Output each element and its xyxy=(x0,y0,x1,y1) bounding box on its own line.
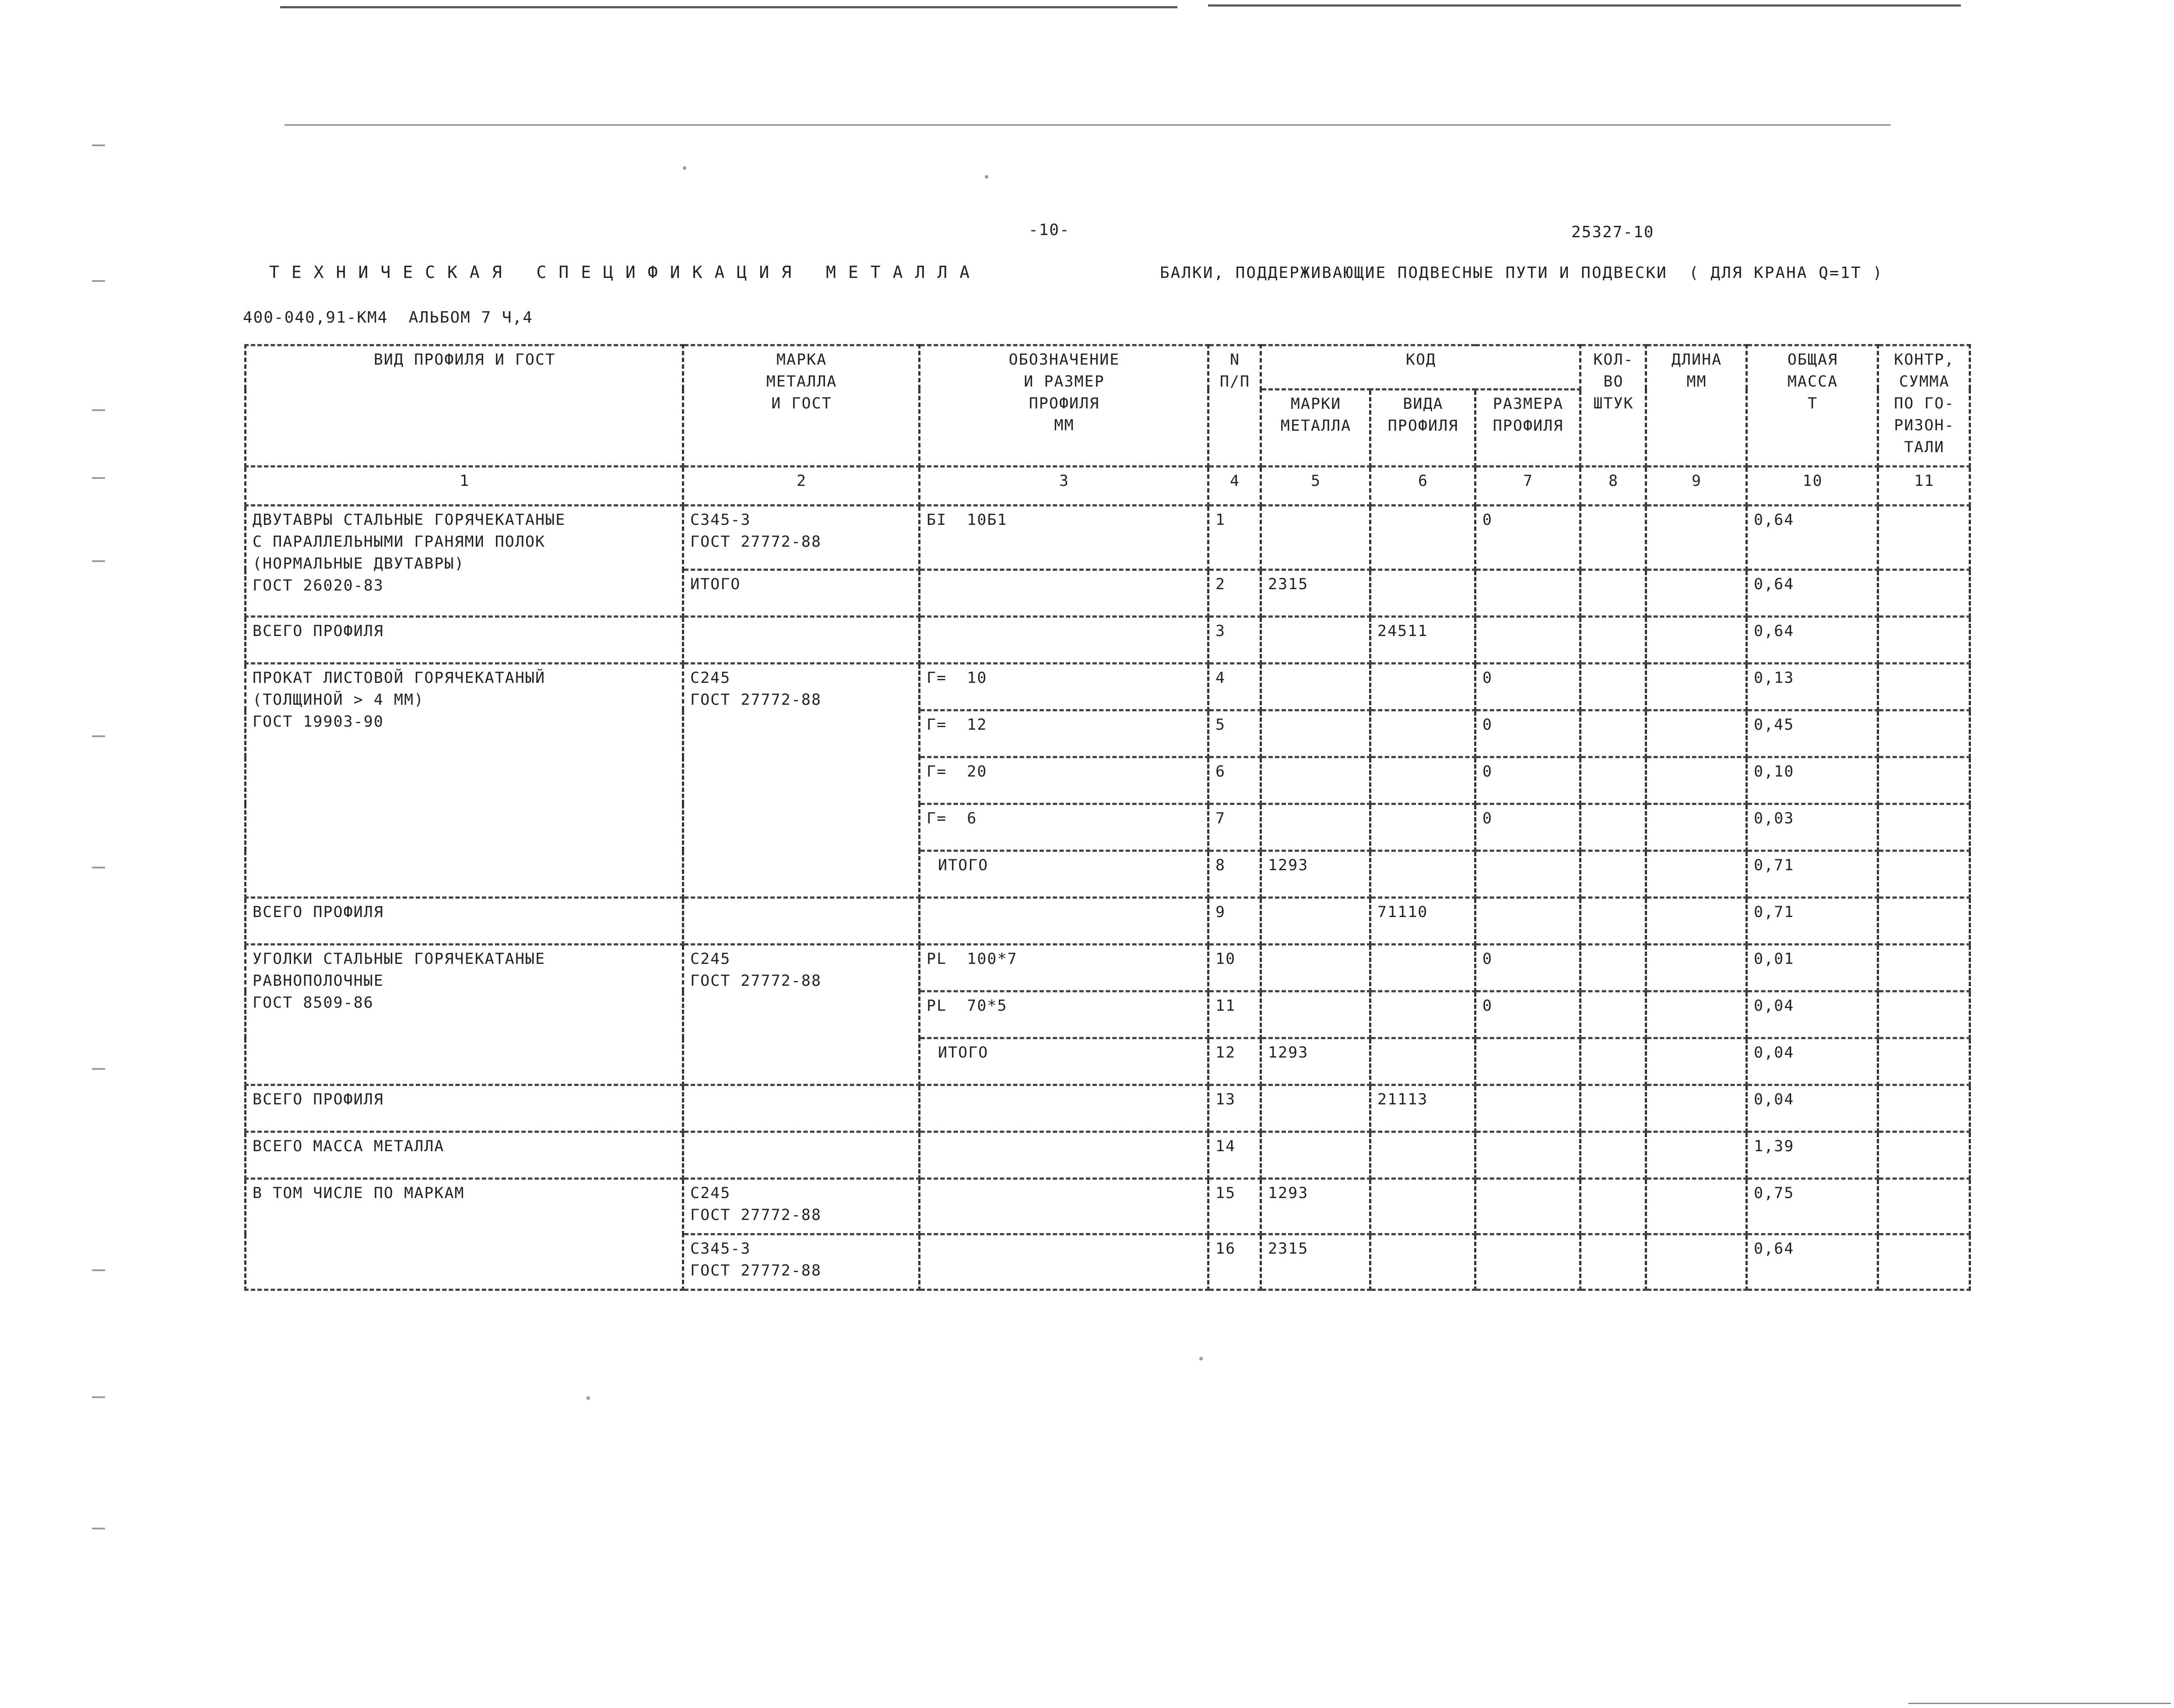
code-grade-cell xyxy=(1261,991,1370,1038)
code-type-cell xyxy=(1370,1179,1475,1234)
mass-cell: 0,13 xyxy=(1747,664,1878,710)
code-type-cell xyxy=(1370,804,1475,851)
row-number-cell: 6 xyxy=(1208,757,1261,804)
margin-mark xyxy=(92,1269,105,1271)
quantity-cell xyxy=(1580,506,1646,570)
row-number-cell: 7 xyxy=(1208,804,1261,851)
profile-type-cell: УГОЛКИ СТАЛЬНЫЕ ГОРЯЧЕКАТАНЫЕ РАВНОПОЛОЧНЫЕ ГОСТ 8509-86 xyxy=(246,945,683,1085)
control-sum-cell xyxy=(1878,898,1970,945)
control-sum-cell xyxy=(1878,506,1970,570)
profile-size-cell xyxy=(920,1234,1208,1290)
profile-type-cell: ДВУТАВРЫ СТАЛЬНЫЕ ГОРЯЧЕКАТАНЫЕ С ПАРАЛЛЕЛЬНЫМИ ГРАНЯМИ ПОЛОК (НОРМАЛЬНЫЕ ДВУТАВРЫ) ГОСТ 26020-83 xyxy=(246,506,683,617)
control-sum-cell xyxy=(1878,617,1970,664)
header-profile-type: ВИД ПРОФИЛЯ И ГОСТ xyxy=(246,345,683,467)
column-number: 9 xyxy=(1646,467,1747,506)
code-size-cell xyxy=(1475,1085,1580,1132)
header-quantity: КОЛ- ВО ШТУК xyxy=(1580,345,1646,467)
mass-cell: 0,03 xyxy=(1747,804,1878,851)
code-type-cell xyxy=(1370,570,1475,617)
profile-size-cell xyxy=(920,570,1208,617)
quantity-cell xyxy=(1580,991,1646,1038)
row-number-cell: 3 xyxy=(1208,617,1261,664)
code-type-cell: 24511 xyxy=(1370,617,1475,664)
profile-type-cell: ПРОКАТ ЛИСТОВОЙ ГОРЯЧЕКАТАНЫЙ (ТОЛЩИНОЙ > 4 ММ) ГОСТ 19903-90 xyxy=(246,664,683,898)
header-metal-grade: МАРКА МЕТАЛЛА И ГОСТ xyxy=(683,345,920,467)
length-cell xyxy=(1646,570,1747,617)
profile-size-cell: БI 10Б1 xyxy=(920,506,1208,570)
quantity-cell xyxy=(1580,898,1646,945)
margin-mark xyxy=(92,867,105,868)
column-number: 4 xyxy=(1208,467,1261,506)
quantity-cell xyxy=(1580,1085,1646,1132)
profile-size-cell xyxy=(920,1179,1208,1234)
quantity-cell xyxy=(1580,1038,1646,1085)
header-length: ДЛИНА ММ xyxy=(1646,345,1747,467)
code-type-cell xyxy=(1370,1038,1475,1085)
length-cell xyxy=(1646,945,1747,991)
metal-grade-cell xyxy=(683,617,920,664)
control-sum-cell xyxy=(1878,1179,1970,1234)
mass-cell: 0,75 xyxy=(1747,1179,1878,1234)
code-type-cell: 71110 xyxy=(1370,898,1475,945)
margin-mark xyxy=(92,560,105,562)
album-reference: 400-040,91-КМ4 АЛЬБОМ 7 Ч,4 xyxy=(243,309,533,327)
profile-total-label: ВСЕГО ПРОФИЛЯ xyxy=(246,1085,683,1132)
length-cell xyxy=(1646,1179,1747,1234)
length-cell xyxy=(1646,506,1747,570)
column-number: 7 xyxy=(1475,467,1580,506)
code-grade-cell xyxy=(1261,757,1370,804)
mass-cell: 0,71 xyxy=(1747,898,1878,945)
margin-mark xyxy=(92,409,105,411)
column-number: 11 xyxy=(1878,467,1970,506)
column-number: 6 xyxy=(1370,467,1475,506)
metal-grade-cell: С345-3 ГОСТ 27772-88 xyxy=(683,1234,920,1290)
quantity-cell xyxy=(1580,617,1646,664)
top-scan-rule-right xyxy=(1208,4,1961,7)
control-sum-cell xyxy=(1878,804,1970,851)
code-grade-cell xyxy=(1261,710,1370,757)
code-size-cell: 0 xyxy=(1475,664,1580,710)
margin-mark xyxy=(92,1528,105,1529)
mass-cell: 0,45 xyxy=(1747,710,1878,757)
control-sum-cell xyxy=(1878,570,1970,617)
table-row-grand-total xyxy=(246,1132,1970,1179)
code-grade-cell: 1293 xyxy=(1261,851,1370,898)
control-sum-cell xyxy=(1878,664,1970,710)
length-cell xyxy=(1646,1038,1747,1085)
code-size-cell: 0 xyxy=(1475,804,1580,851)
metal-grade-cell: С345-3 ГОСТ 27772-88 xyxy=(683,506,920,570)
bottom-corner-rule xyxy=(1908,1703,2171,1704)
subtotal-label: ИТОГО xyxy=(683,570,920,617)
profile-size-cell: PL 70*5 xyxy=(920,991,1208,1038)
table-row-total xyxy=(246,1085,1970,1132)
header-profile-size: ОБОЗНАЧЕНИЕ И РАЗМЕР ПРОФИЛЯ ММ xyxy=(920,345,1208,467)
code-grade-cell: 1293 xyxy=(1261,1038,1370,1085)
scan-speck xyxy=(587,1396,590,1400)
spec-title: ТЕХНИЧЕСКАЯ СПЕЦИФИКАЦИЯ МЕТАЛЛА xyxy=(269,263,982,282)
metal-grade-cell: С245 ГОСТ 27772-88 xyxy=(683,664,920,898)
margin-mark xyxy=(92,144,105,146)
profile-size-cell: Г= 12 xyxy=(920,710,1208,757)
profile-size-cell xyxy=(920,1085,1208,1132)
table-row xyxy=(246,664,1970,710)
control-sum-cell xyxy=(1878,945,1970,991)
mass-cell: 0,64 xyxy=(1747,570,1878,617)
length-cell xyxy=(1646,1234,1747,1290)
header-code-group: КОД xyxy=(1261,345,1580,390)
code-size-cell xyxy=(1475,1038,1580,1085)
control-sum-cell xyxy=(1878,1234,1970,1290)
profile-size-cell xyxy=(920,898,1208,945)
mass-cell: 0,04 xyxy=(1747,1085,1878,1132)
subtotal-label: ИТОГО xyxy=(920,851,1208,898)
margin-mark xyxy=(92,1396,105,1398)
table-row xyxy=(246,506,1970,570)
code-type-cell xyxy=(1370,1132,1475,1179)
table-row-total xyxy=(246,617,1970,664)
header-row-number: N П/П xyxy=(1208,345,1261,467)
row-number-cell: 16 xyxy=(1208,1234,1261,1290)
length-cell xyxy=(1646,991,1747,1038)
spec-subject: БАЛКИ, ПОДДЕРЖИВАЮЩИЕ ПОДВЕСНЫЕ ПУТИ И ПОДВЕСКИ ( ДЛЯ КРАНА Q=1Т ) xyxy=(1160,264,1884,282)
code-size-cell: 0 xyxy=(1475,506,1580,570)
code-size-cell xyxy=(1475,570,1580,617)
length-cell xyxy=(1646,664,1747,710)
table-row-by-grade xyxy=(246,1179,1970,1234)
profile-size-cell: Г= 6 xyxy=(920,804,1208,851)
quantity-cell xyxy=(1580,664,1646,710)
code-grade-cell: 1293 xyxy=(1261,1179,1370,1234)
quantity-cell xyxy=(1580,945,1646,991)
row-number-cell: 10 xyxy=(1208,945,1261,991)
code-type-cell xyxy=(1370,664,1475,710)
metal-grade-cell xyxy=(683,1132,920,1179)
scan-speck xyxy=(985,175,988,179)
row-number-cell: 14 xyxy=(1208,1132,1261,1179)
profile-total-label: ВСЕГО ПРОФИЛЯ xyxy=(246,898,683,945)
profile-size-cell: PL 100*7 xyxy=(920,945,1208,991)
code-type-cell xyxy=(1370,991,1475,1038)
length-cell xyxy=(1646,898,1747,945)
metal-grade-cell: С245 ГОСТ 27772-88 xyxy=(683,1179,920,1234)
row-number-cell: 13 xyxy=(1208,1085,1261,1132)
row-number-cell: 5 xyxy=(1208,710,1261,757)
code-size-cell xyxy=(1475,1234,1580,1290)
code-type-cell xyxy=(1370,757,1475,804)
control-sum-cell xyxy=(1878,851,1970,898)
code-type-cell xyxy=(1370,1234,1475,1290)
code-size-cell xyxy=(1475,898,1580,945)
code-size-cell: 0 xyxy=(1475,991,1580,1038)
mass-cell: 0,64 xyxy=(1747,1234,1878,1290)
control-sum-cell xyxy=(1878,991,1970,1038)
upper-scan-rule xyxy=(284,124,1891,126)
code-type-cell xyxy=(1370,851,1475,898)
code-type-cell xyxy=(1370,506,1475,570)
code-grade-cell xyxy=(1261,945,1370,991)
grand-total-label: ВСЕГО МАССА МЕТАЛЛА xyxy=(246,1132,683,1179)
mass-cell: 0,10 xyxy=(1747,757,1878,804)
control-sum-cell xyxy=(1878,710,1970,757)
quantity-cell xyxy=(1580,804,1646,851)
code-size-cell: 0 xyxy=(1475,710,1580,757)
by-grade-label: В ТОМ ЧИСЛЕ ПО МАРКАМ xyxy=(246,1179,683,1290)
row-number-cell: 1 xyxy=(1208,506,1261,570)
column-number: 2 xyxy=(683,467,920,506)
row-number-cell: 8 xyxy=(1208,851,1261,898)
code-size-cell: 0 xyxy=(1475,757,1580,804)
row-number-cell: 11 xyxy=(1208,991,1261,1038)
mass-cell: 1,39 xyxy=(1747,1132,1878,1179)
mass-cell: 0,04 xyxy=(1747,1038,1878,1085)
header-code-profile-size: РАЗМЕРА ПРОФИЛЯ xyxy=(1475,389,1580,466)
code-size-cell: 0 xyxy=(1475,945,1580,991)
profile-total-label: ВСЕГО ПРОФИЛЯ xyxy=(246,617,683,664)
code-grade-cell xyxy=(1261,506,1370,570)
top-scan-rule-left xyxy=(280,6,1177,8)
metal-grade-cell xyxy=(683,898,920,945)
metal-grade-cell: С245 ГОСТ 27772-88 xyxy=(683,945,920,1085)
subtotal-label: ИТОГО xyxy=(920,1038,1208,1085)
code-type-cell xyxy=(1370,710,1475,757)
length-cell xyxy=(1646,804,1747,851)
row-number-cell: 4 xyxy=(1208,664,1261,710)
quantity-cell xyxy=(1580,1179,1646,1234)
margin-mark xyxy=(92,280,105,282)
header-total-mass: ОБЩАЯ МАССА Т xyxy=(1747,345,1878,467)
column-number: 5 xyxy=(1261,467,1370,506)
row-number-cell: 9 xyxy=(1208,898,1261,945)
profile-size-cell: Г= 20 xyxy=(920,757,1208,804)
length-cell xyxy=(1646,617,1747,664)
column-number: 10 xyxy=(1747,467,1878,506)
table-row xyxy=(246,945,1970,991)
code-size-cell xyxy=(1475,1132,1580,1179)
spec-table xyxy=(244,344,1971,1291)
page-marker: -10- xyxy=(1029,221,1070,239)
length-cell xyxy=(1646,1132,1747,1179)
length-cell xyxy=(1646,757,1747,804)
code-type-cell xyxy=(1370,945,1475,991)
control-sum-cell xyxy=(1878,1085,1970,1132)
quantity-cell xyxy=(1580,757,1646,804)
row-number-cell: 12 xyxy=(1208,1038,1261,1085)
column-number: 1 xyxy=(246,467,683,506)
column-number-row xyxy=(246,467,1970,506)
code-grade-cell xyxy=(1261,1085,1370,1132)
code-size-cell xyxy=(1475,851,1580,898)
header-row xyxy=(246,345,1970,390)
header-code-profile-type: ВИДА ПРОФИЛЯ xyxy=(1370,389,1475,466)
code-size-cell xyxy=(1475,1179,1580,1234)
code-grade-cell xyxy=(1261,1132,1370,1179)
length-cell xyxy=(1646,851,1747,898)
code-grade-cell xyxy=(1261,617,1370,664)
profile-size-cell xyxy=(920,1132,1208,1179)
quantity-cell xyxy=(1580,570,1646,617)
length-cell xyxy=(1646,1085,1747,1132)
mass-cell: 0,01 xyxy=(1747,945,1878,991)
header-control-sum: КОНТР, СУММА ПО ГО- РИЗОН- ТАЛИ xyxy=(1878,345,1970,467)
margin-mark xyxy=(92,1068,105,1070)
quantity-cell xyxy=(1580,1234,1646,1290)
mass-cell: 0,04 xyxy=(1747,991,1878,1038)
quantity-cell xyxy=(1580,710,1646,757)
profile-size-cell xyxy=(920,617,1208,664)
margin-mark xyxy=(92,477,105,479)
code-size-cell xyxy=(1475,617,1580,664)
profile-size-cell: Г= 10 xyxy=(920,664,1208,710)
code-type-cell: 21113 xyxy=(1370,1085,1475,1132)
control-sum-cell xyxy=(1878,757,1970,804)
code-grade-cell xyxy=(1261,804,1370,851)
length-cell xyxy=(1646,710,1747,757)
column-number: 3 xyxy=(920,467,1208,506)
quantity-cell xyxy=(1580,1132,1646,1179)
row-number-cell: 15 xyxy=(1208,1179,1261,1234)
mass-cell: 0,71 xyxy=(1747,851,1878,898)
scan-speck xyxy=(1199,1357,1203,1360)
metal-grade-cell xyxy=(683,1085,920,1132)
document-code: 25327-10 xyxy=(1571,223,1654,241)
code-grade-cell xyxy=(1261,898,1370,945)
quantity-cell xyxy=(1580,851,1646,898)
table-row-total xyxy=(246,898,1970,945)
code-grade-cell: 2315 xyxy=(1261,1234,1370,1290)
control-sum-cell xyxy=(1878,1038,1970,1085)
code-grade-cell: 2315 xyxy=(1261,570,1370,617)
mass-cell: 0,64 xyxy=(1747,617,1878,664)
scan-speck xyxy=(683,166,686,170)
code-grade-cell xyxy=(1261,664,1370,710)
header-code-grade: МАРКИ МЕТАЛЛА xyxy=(1261,389,1370,466)
margin-mark xyxy=(92,735,105,737)
mass-cell: 0,64 xyxy=(1747,506,1878,570)
column-number: 8 xyxy=(1580,467,1646,506)
row-number-cell: 2 xyxy=(1208,570,1261,617)
control-sum-cell xyxy=(1878,1132,1970,1179)
